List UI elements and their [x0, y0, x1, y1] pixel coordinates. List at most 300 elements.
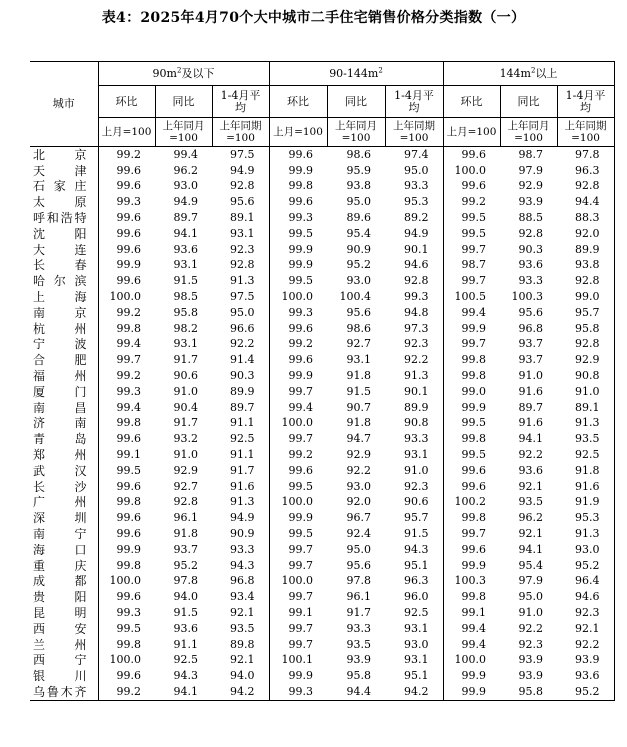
index-value: 93.9: [518, 669, 543, 683]
index-value: 95.0: [385, 163, 443, 179]
group-header-large: $144m^2$以上: [443, 62, 614, 86]
table-row: [30, 605, 614, 621]
index-value: 92.8: [212, 258, 269, 274]
index-value: 99.6: [116, 432, 141, 446]
index-value: 100.0: [281, 574, 313, 588]
city-name: 兰 州: [30, 637, 98, 653]
index-value: 99.8: [461, 432, 486, 446]
index-value: 99.6: [116, 179, 141, 193]
index-value: 96.3: [557, 163, 614, 179]
index-value: 92.5: [557, 447, 614, 463]
index-value: 97.9: [518, 163, 543, 177]
index-value: 99.7: [288, 432, 313, 446]
index-value: 94.9: [212, 163, 269, 179]
index-value: 99.6: [116, 163, 141, 177]
index-value: 100.0: [281, 495, 313, 509]
index-value: 91.1: [173, 637, 198, 651]
index-value: 91.0: [173, 384, 198, 398]
index-value: 91.7: [173, 353, 198, 367]
base-header: 上年同月=100: [155, 118, 212, 147]
index-value: 91.3: [557, 526, 614, 542]
table-row: [30, 147, 614, 163]
index-value: 99.5: [116, 621, 141, 635]
index-value: 99.9: [288, 242, 313, 256]
table-row: [30, 574, 614, 590]
city-name: 福 州: [30, 368, 98, 384]
index-value: 99.7: [461, 242, 486, 256]
index-value: 92.2: [518, 621, 543, 635]
index-value: 91.3: [385, 368, 443, 384]
sub-header: 环比: [443, 86, 500, 118]
index-value: 99.8: [116, 321, 141, 335]
index-value: 99.6: [288, 195, 313, 209]
index-value: 99.7: [461, 337, 486, 351]
index-value: 99.7: [116, 353, 141, 367]
index-value: 96.6: [212, 321, 269, 337]
index-value: 99.6: [116, 226, 141, 240]
sub-header: 环比: [98, 86, 155, 118]
city-name: 郑 州: [30, 447, 98, 463]
index-value: 91.3: [557, 416, 614, 432]
index-value: 96.2: [173, 163, 198, 177]
index-value: 91.5: [385, 526, 443, 542]
index-value: 91.6: [557, 479, 614, 495]
city-name: 武 汉: [30, 463, 98, 479]
index-value: 97.4: [385, 147, 443, 163]
index-value: 99.4: [461, 637, 486, 651]
city-name: 南 宁: [30, 526, 98, 542]
city-name: 大 连: [30, 242, 98, 258]
index-value: 100.0: [454, 653, 486, 667]
index-value: 99.4: [461, 621, 486, 635]
index-value: 90.8: [557, 368, 614, 384]
index-value: 99.6: [116, 274, 141, 288]
index-value: 94.6: [557, 589, 614, 605]
index-value: 93.1: [346, 353, 371, 367]
index-value: 93.0: [557, 542, 614, 558]
index-value: 95.1: [385, 668, 443, 684]
index-value: 92.5: [385, 605, 443, 621]
index-value: 99.4: [116, 337, 141, 351]
index-value: 89.9: [212, 384, 269, 400]
table-row: [30, 431, 614, 447]
sub-header: 1-4月平均: [557, 86, 614, 118]
index-value: 99.2: [288, 337, 313, 351]
index-value: 92.8: [557, 179, 614, 195]
index-value: 95.8: [557, 321, 614, 337]
index-value: 99.4: [461, 305, 486, 319]
table-row: [30, 668, 614, 684]
sub-header: 环比: [269, 86, 327, 118]
index-value: 94.9: [173, 195, 198, 209]
index-value: 95.4: [518, 558, 543, 572]
index-value: 93.6: [557, 668, 614, 684]
index-value: 92.3: [385, 479, 443, 495]
index-value: 99.5: [461, 448, 486, 462]
index-value: 93.6: [518, 463, 543, 477]
index-value: 99.6: [116, 511, 141, 525]
index-value: 88.3: [557, 210, 614, 226]
index-value: 91.3: [212, 495, 269, 511]
index-value: 93.4: [212, 589, 269, 605]
index-value: 92.4: [346, 527, 371, 541]
index-value: 99.5: [288, 226, 313, 240]
index-value: 98.6: [346, 321, 371, 335]
index-value: 99.6: [116, 590, 141, 604]
city-name: 深 圳: [30, 510, 98, 526]
table-row: [30, 495, 614, 511]
index-value: 99.9: [443, 684, 500, 700]
index-value: 100.4: [339, 290, 371, 304]
city-name: 合 肥: [30, 352, 98, 368]
city-name: 长 沙: [30, 479, 98, 495]
index-value: 91.0: [518, 369, 543, 383]
index-value: 92.0: [557, 226, 614, 242]
index-value: 91.6: [212, 479, 269, 495]
index-value: 91.9: [557, 495, 614, 511]
index-value: 95.2: [557, 558, 614, 574]
index-value: 93.1: [385, 621, 443, 637]
index-value: 99.8: [116, 416, 141, 430]
index-value: 99.7: [288, 542, 313, 556]
table-row: [30, 305, 614, 321]
index-value: 91.7: [173, 416, 198, 430]
index-value: 99.9: [288, 369, 313, 383]
index-value: 99.9: [116, 258, 141, 272]
table-title: 表4：2025年4月70个大中城市二手住宅销售价格分类指数（一）: [101, 10, 526, 26]
index-value: 93.0: [385, 637, 443, 653]
index-value: 99.9: [288, 669, 313, 683]
index-value: 96.1: [173, 511, 198, 525]
index-value: 94.9: [212, 510, 269, 526]
index-value: 95.1: [385, 558, 443, 574]
index-value: 95.6: [346, 305, 371, 319]
index-value: 100.3: [511, 290, 543, 304]
group-header-small: $90m^2$及以下: [98, 62, 269, 86]
index-value: 93.3: [385, 179, 443, 195]
index-value: 93.3: [212, 542, 269, 558]
index-value: 93.7: [518, 337, 543, 351]
index-value: 93.3: [518, 274, 543, 288]
index-value: 99.7: [461, 274, 486, 288]
index-value: 90.1: [385, 242, 443, 258]
index-value: 91.0: [557, 384, 614, 400]
index-value: 92.2: [212, 337, 269, 353]
index-value: 91.5: [173, 606, 198, 619]
index-value: 95.2: [557, 684, 614, 700]
index-value: 89.1: [212, 210, 269, 226]
city-name: 昆 明: [30, 605, 98, 621]
index-value: 97.3: [385, 321, 443, 337]
index-value: 97.5: [212, 289, 269, 305]
index-value: 92.9: [518, 179, 543, 193]
index-value: 95.0: [518, 590, 543, 604]
index-value: 99.6: [288, 353, 313, 367]
index-value: 99.9: [288, 163, 313, 177]
index-value: 99.5: [461, 416, 486, 430]
index-value: 91.8: [346, 369, 371, 383]
city-name: 石家庄: [30, 179, 98, 195]
base-header: 上月=100: [443, 118, 500, 147]
index-value: 99.8: [461, 590, 486, 604]
index-value: 95.0: [346, 195, 371, 209]
city-name: 海 口: [30, 542, 98, 558]
index-value: 95.0: [212, 305, 269, 321]
index-value: 92.7: [346, 337, 371, 351]
index-value: 100.1: [281, 653, 313, 667]
index-value: 92.1: [518, 527, 543, 541]
index-value: 99.6: [461, 542, 486, 556]
index-value: 92.2: [346, 463, 371, 477]
base-header: 上年同月=100: [500, 118, 557, 147]
table-row: [30, 289, 614, 305]
index-value: 93.5: [557, 431, 614, 447]
index-value: 90.6: [385, 495, 443, 511]
index-value: 99.9: [116, 542, 141, 556]
index-value: 93.6: [173, 621, 198, 635]
index-value: 94.7: [346, 432, 371, 446]
index-value: 99.5: [461, 211, 486, 225]
base-header: 上月=100: [269, 118, 327, 147]
index-value: 94.4: [327, 684, 385, 700]
index-value: 92.9: [173, 463, 198, 477]
index-value: 97.5: [212, 147, 269, 163]
index-value: 99.3: [116, 195, 141, 209]
index-value: 95.8: [500, 684, 557, 700]
base-header: 上年同期=100: [385, 118, 443, 147]
table-row: [30, 210, 614, 226]
table-row: [30, 542, 614, 558]
index-value: 96.7: [346, 511, 371, 525]
base-header: 上年同月=100: [327, 118, 385, 147]
index-value: 96.4: [557, 574, 614, 590]
index-value: 93.1: [385, 653, 443, 669]
index-value: 94.1: [155, 684, 212, 700]
index-value: 92.3: [385, 337, 443, 353]
index-value: 92.0: [346, 495, 371, 509]
index-value: 93.7: [173, 542, 198, 556]
index-value: 99.9: [461, 400, 486, 414]
index-value: 89.8: [212, 637, 269, 653]
group-header-medium: $90-144m^2$: [269, 62, 443, 86]
index-value: 99.2: [116, 147, 141, 161]
index-value: 98.5: [173, 290, 198, 304]
index-value: 99.6: [461, 463, 486, 477]
city-name: 南 昌: [30, 400, 98, 416]
index-value: 99.3: [288, 305, 313, 319]
index-value: 95.8: [173, 305, 198, 319]
index-value: 93.3: [385, 431, 443, 447]
index-value: 93.6: [518, 258, 543, 272]
index-value: 95.3: [385, 194, 443, 210]
city-name: 天 津: [30, 163, 98, 179]
index-value: 99.8: [116, 558, 141, 572]
index-value: 99.1: [116, 448, 141, 462]
index-value: 91.0: [385, 463, 443, 479]
index-value: 99.4: [288, 400, 313, 414]
table-row: [30, 637, 614, 653]
table-row: [30, 384, 614, 400]
table-row: [30, 258, 614, 274]
index-value: 92.8: [385, 273, 443, 289]
index-value: 93.9: [518, 653, 543, 667]
base-header: 上月=100: [98, 118, 155, 147]
index-value: 95.8: [346, 669, 371, 683]
index-value: 92.3: [518, 637, 543, 651]
city-name: 济 南: [30, 416, 98, 432]
city-name: 哈尔滨: [30, 273, 98, 289]
index-value: 99.6: [116, 211, 141, 225]
index-value: 89.7: [518, 400, 543, 414]
index-value: 99.7: [288, 558, 313, 572]
table-row: [30, 463, 614, 479]
index-value: 94.4: [557, 194, 614, 210]
sub-header: 1-4月平均: [212, 86, 269, 118]
index-value: 99.6: [288, 147, 313, 161]
index-value: 100.0: [109, 290, 141, 304]
index-value: 99.2: [98, 684, 155, 700]
index-value: 99.2: [461, 195, 486, 209]
index-value: 93.8: [346, 179, 371, 193]
index-value: 99.6: [288, 321, 313, 335]
index-value: 93.0: [346, 274, 371, 288]
index-value: 99.0: [557, 289, 614, 305]
index-value: 93.5: [518, 495, 543, 509]
index-value: 92.3: [557, 605, 614, 621]
city-name: 西 宁: [30, 653, 98, 669]
index-value: 100.0: [109, 653, 141, 667]
index-value: 95.7: [557, 305, 614, 321]
index-value: 99.7: [461, 527, 486, 541]
table-row: [30, 589, 614, 605]
table-row: [30, 368, 614, 384]
index-value: 99.9: [461, 669, 486, 683]
index-value: 98.6: [346, 147, 371, 161]
index-value: 99.8: [461, 369, 486, 383]
index-value: 95.2: [173, 558, 198, 572]
index-value: 95.0: [346, 542, 371, 556]
table-row: [30, 416, 614, 432]
index-value: 93.1: [385, 447, 443, 463]
index-value: 99.8: [461, 511, 486, 525]
index-value: 93.9: [518, 195, 543, 209]
city-name: 成 都: [30, 574, 98, 590]
index-value: 99.8: [116, 637, 141, 651]
index-value: 89.9: [385, 400, 443, 416]
index-value: 97.8: [346, 574, 371, 588]
index-value: 95.9: [346, 163, 371, 177]
city-name: 贵 阳: [30, 589, 98, 605]
index-value: 89.7: [212, 400, 269, 416]
index-value: 96.3: [385, 574, 443, 590]
sub-header: 同比: [327, 86, 385, 118]
index-value: 91.6: [518, 384, 543, 398]
table-row: [30, 179, 614, 195]
table-row: [30, 621, 614, 637]
index-value: 98.7: [461, 258, 486, 272]
index-value: 92.1: [557, 621, 614, 637]
index-value: 96.0: [385, 589, 443, 605]
index-value: 91.7: [346, 606, 371, 619]
index-value: 91.1: [212, 447, 269, 463]
index-value: 94.2: [212, 684, 269, 700]
index-value: 92.5: [173, 653, 198, 667]
index-value: 99.8: [461, 353, 486, 367]
index-value: 93.5: [346, 637, 371, 651]
city-name: 沈 阳: [30, 226, 98, 242]
index-value: 99.6: [116, 479, 141, 493]
index-value: 89.7: [173, 211, 198, 225]
index-value: 100.0: [454, 163, 486, 177]
index-value: 99.5: [288, 479, 313, 493]
index-value: 90.4: [173, 400, 198, 414]
city-name: 乌鲁木齐: [30, 684, 98, 700]
index-value: 91.8: [346, 416, 371, 430]
index-value: 99.9: [461, 321, 486, 335]
index-value: 92.9: [557, 352, 614, 368]
index-value: 90.1: [385, 384, 443, 400]
index-value: 94.1: [518, 542, 543, 556]
index-value: 96.2: [518, 511, 543, 525]
index-value: 99.6: [461, 147, 486, 161]
index-value: 89.1: [557, 400, 614, 416]
table-row: [30, 163, 614, 179]
sub-header: 同比: [155, 86, 212, 118]
index-value: 92.8: [173, 495, 198, 509]
sub-header: 1-4月平均: [385, 86, 443, 118]
price-index-table: [30, 61, 615, 701]
index-value: 99.7: [288, 590, 313, 604]
index-value: 93.3: [346, 621, 371, 635]
index-value: 98.2: [173, 321, 198, 335]
index-value: 92.8: [212, 179, 269, 195]
index-value: 99.7: [288, 637, 313, 651]
index-value: 94.3: [173, 669, 198, 683]
index-value: 99.4: [173, 147, 198, 161]
index-value: 91.1: [212, 416, 269, 432]
index-value: 93.1: [173, 337, 198, 351]
city-name: 呼和浩特: [30, 210, 98, 226]
index-value: 99.5: [288, 527, 313, 541]
table-row: [30, 226, 614, 242]
index-value: 90.3: [518, 242, 543, 256]
index-value: 100.0: [109, 574, 141, 588]
index-value: 92.1: [518, 479, 543, 493]
index-value: 91.5: [173, 274, 198, 288]
city-name: 西 安: [30, 621, 98, 637]
index-value: 100.5: [454, 290, 486, 304]
city-column-header: 城市: [30, 62, 98, 147]
city-name: 南 京: [30, 305, 98, 321]
index-value: 96.8: [518, 321, 543, 335]
index-value: 93.7: [518, 353, 543, 367]
index-value: 94.3: [385, 542, 443, 558]
index-value: 95.2: [346, 258, 371, 272]
index-value: 94.1: [173, 226, 198, 240]
index-value: 99.2: [288, 448, 313, 462]
index-value: 93.2: [173, 432, 198, 446]
index-value: 95.6: [346, 558, 371, 572]
index-value: 97.8: [557, 147, 614, 163]
index-value: 93.6: [173, 242, 198, 256]
index-value: 92.8: [557, 337, 614, 353]
index-value: 99.9: [288, 258, 313, 272]
table-row: [30, 194, 614, 210]
index-value: 92.5: [212, 431, 269, 447]
index-value: 95.6: [212, 194, 269, 210]
index-value: 99.7: [288, 384, 313, 398]
city-name: 广 州: [30, 495, 98, 511]
